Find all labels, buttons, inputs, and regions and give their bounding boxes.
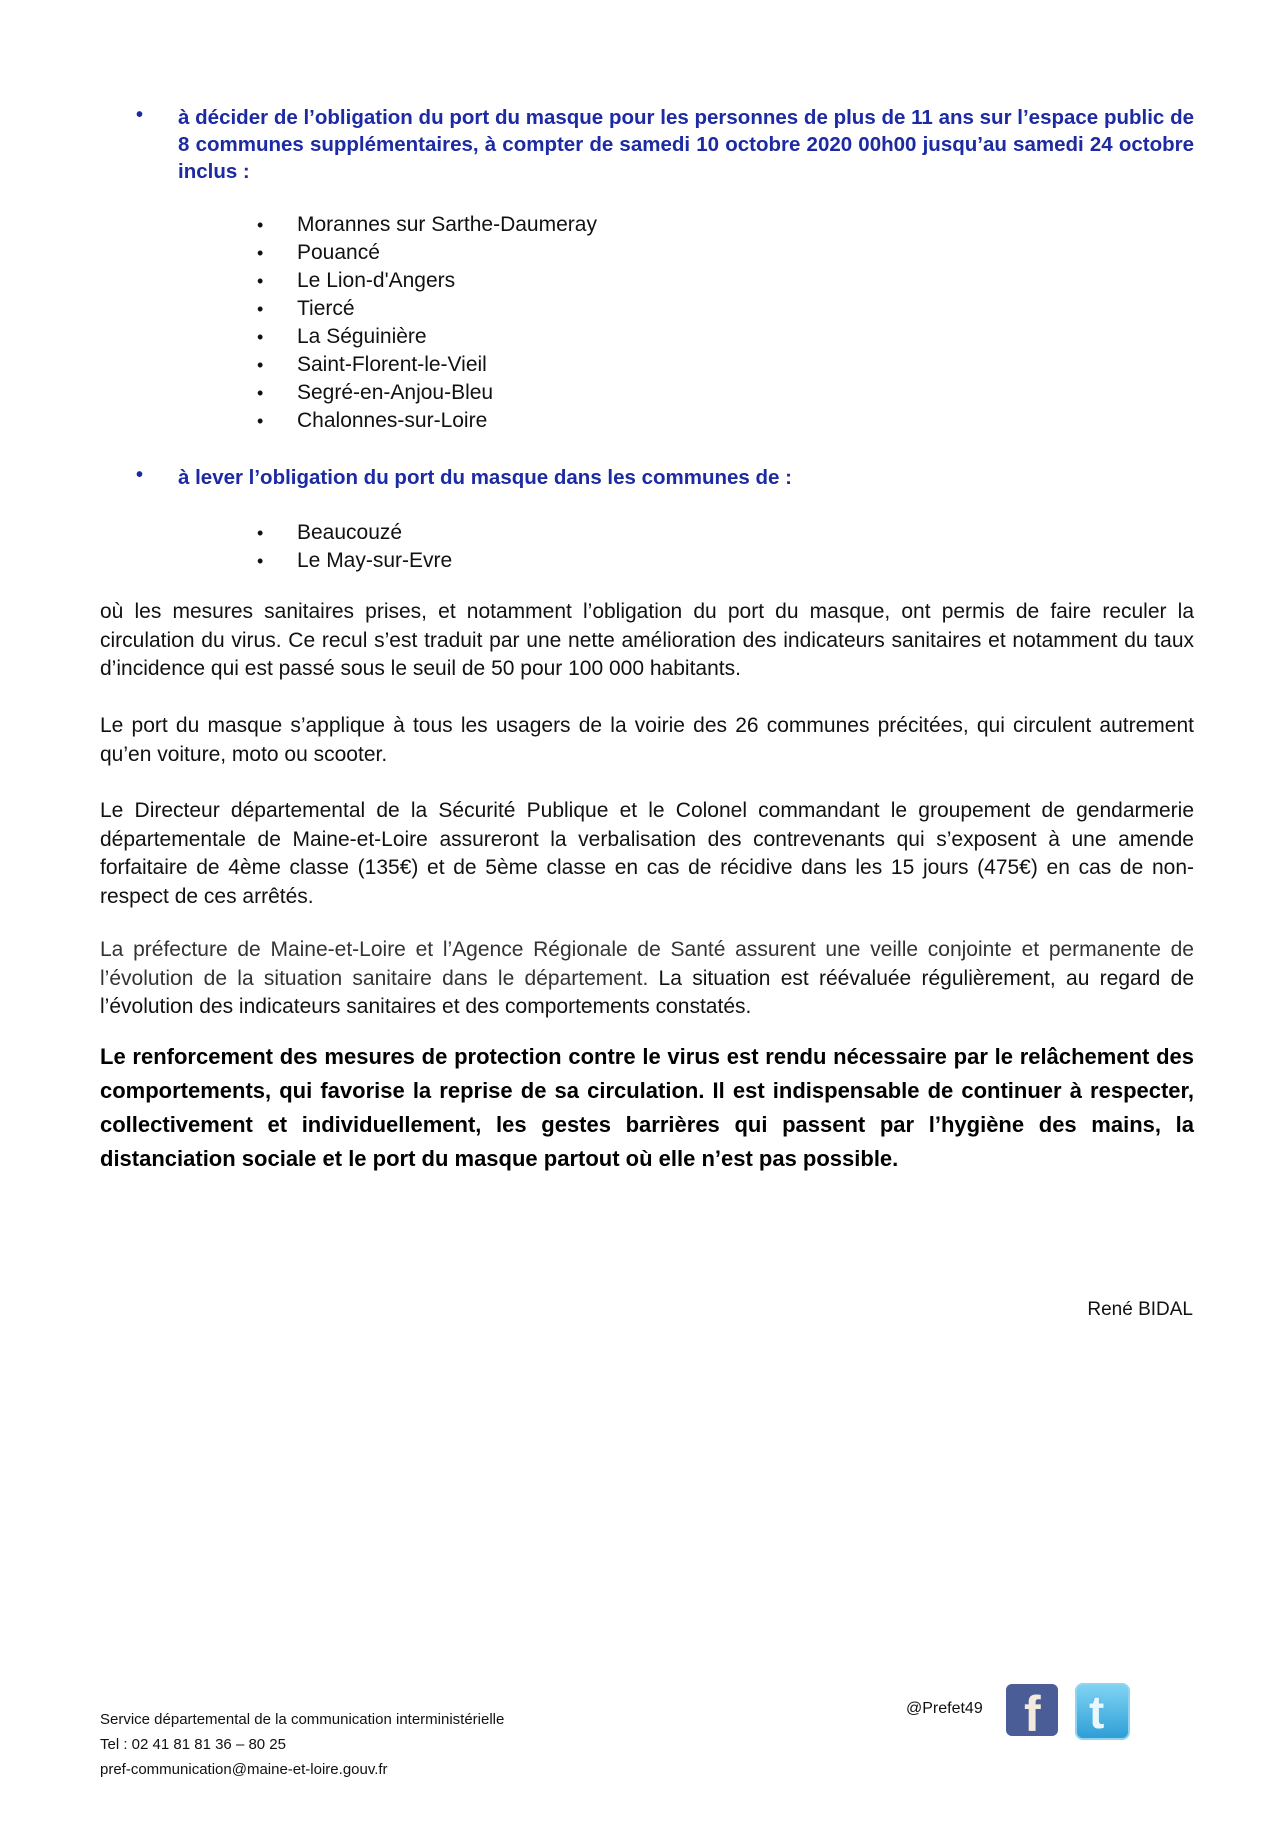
bullet: • [257,383,264,403]
commune-name: Morannes sur Sarthe-Daumeray [297,213,597,236]
commune-name: Tiercé [297,297,355,320]
twitter-icon[interactable] [1075,1683,1130,1740]
facebook-icon[interactable] [1006,1684,1058,1736]
bullet: • [257,551,264,571]
commune-name: Pouancé [297,241,380,264]
bullet: • [257,355,264,375]
monitoring-text-part2: La situation est réévaluée régulièrement, au regard de l’évolution des indicateurs sanitaires et des comportements constatés. [100,966,1195,1018]
twitter-handle[interactable]: @Prefet49 [906,1700,983,1717]
monitoring-text-part1: La préfecture de Maine-et-Loire et l’Agence Régionale de Santé assurent une veille conjointe et permanente de l’évolution de la situation sanitaire dans le département. [100,938,1194,990]
footer-phone: Tel : 02 41 81 81 36 – 80 25 [100,1736,286,1753]
paragraph-enforcement: Le Directeur départemental de la Sécurité Publique et le Colonel commandant le groupement de gendarmerie départementale de Maine-et-Loire assureront la verbalisation des contrevenants qui s’exposent à une amende forfaitaire de 4ème classe (135€) et de 5ème classe en cas de récidive dans les 15 jours (475€) en cas de non-respect de ces arrêtés. [100,799,1194,908]
footer-service: Service départemental de la communication interministérielle [100,1711,505,1728]
commune-name: La Séguinière [297,325,427,348]
lift-obligation-item [100,464,1194,492]
bullet: • [136,464,144,486]
footer-contact [100,1707,504,1782]
commune-name: Beaucouzé [297,521,403,544]
add-obligation-item [100,104,1194,186]
signature: René BIDAL [1087,1299,1193,1320]
lift-obligation-heading: à lever l’obligation du port du masque dans les communes de : [178,466,792,489]
commune-name: Le Lion-d'Angers [297,269,456,292]
add-obligation-heading: à décider de l’obligation du port du masque pour les personnes de plus de 11 ans sur l’espace public de 8 communes supplémentaires, à compter de samedi 10 octobre 2020 00h00 jusqu’au samedi 24 octobre inclus : [178,106,1194,183]
bullet: • [257,523,264,543]
bullet: • [257,243,264,263]
commune-name: Le May-sur-Evre [297,549,453,572]
commune-name: Segré-en-Anjou-Bleu [297,381,494,404]
bullet: • [257,215,264,235]
paragraph-virus-decline: où les mesures sanitaires prises, et notamment l’obligation du port du masque, ont permis de faire reculer la circulation du virus. Ce recul s’est traduit par une nette amélioration des indicateurs sanitaires et notamment du taux d’incidence qui est passé sous le seuil de 50 pour 100 000 habitants. [100,600,1194,680]
commune-name: Saint-Florent-le-Vieil [297,353,487,376]
bullet: • [257,411,264,431]
facebook-glyph: f [1024,1686,1041,1736]
bullet: • [257,327,264,347]
paragraph-mask-scope: Le port du masque s’applique à tous les usagers de la voirie des 26 communes précitées, qui circulent autrement qu’en voiture, moto ou scooter. [100,714,1194,766]
bullet: • [136,104,144,126]
footer-email[interactable]: pref-communication@maine-et-loire.gouv.fr [100,1761,388,1778]
paragraph-bold-conclusion: Le renforcement des mesures de protection contre le virus est rendu nécessaire par le relâchement des comportements, qui favorise la reprise de sa circulation. Il est indispensable de continuer à respecter, collectivement et individuellement, les gestes barrières qui passent par l’hygiène des mains, la distanciation sociale et le port du masque partout où elle n’est pas possible. [100,1044,1194,1171]
paragraph-monitoring [100,936,1194,1022]
commune-name: Chalonnes-sur-Loire [297,409,488,432]
twitter-glyph: t [1089,1686,1105,1738]
bullet: • [257,271,264,291]
bullet: • [257,299,264,319]
